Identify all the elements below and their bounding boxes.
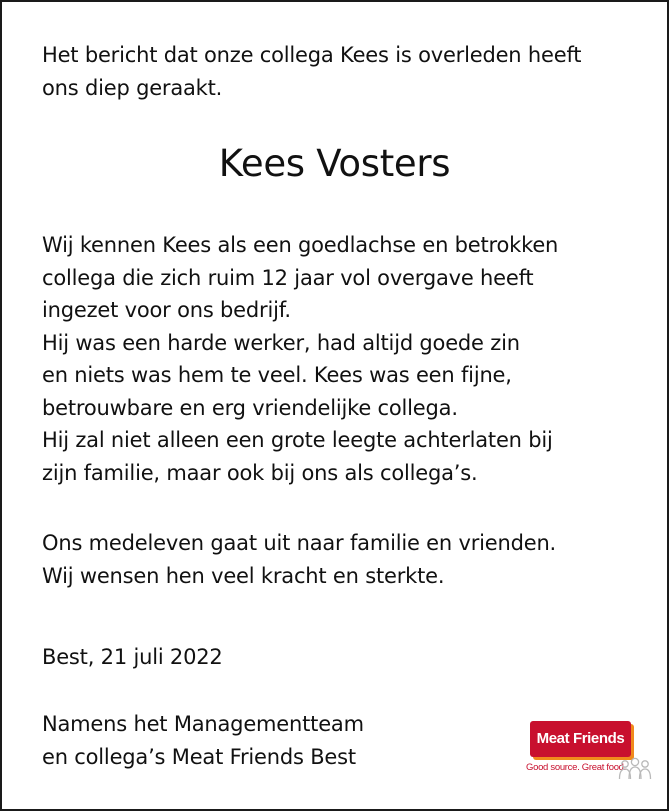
body-line-8: zijn familie, maar ook bij ons als collega’s. (42, 461, 478, 485)
signature-line-2: en collega’s Meat Friends Best (42, 745, 356, 769)
body-line-3: ingezet voor ons bedrijf. (42, 298, 291, 322)
condolence-line-2: Wij wensen hen veel kracht en sterkte. (42, 564, 445, 588)
signature-line-1: Namens het Managementteam (42, 712, 364, 736)
deceased-name: Kees Vosters (218, 142, 451, 185)
logo-brand-text: Meat Friends (536, 730, 625, 747)
meat-friends-logo (526, 721, 652, 781)
body-line-7: Hij zal niet alleen een grote leegte achterlaten bij (42, 428, 553, 452)
body-line-6: betrouwbare en erg vriendelijke collega. (42, 396, 458, 420)
body-line-1: Wij kennen Kees als een goedlachse en betrokken (42, 233, 559, 257)
intro-line-2: ons diep geraakt. (42, 76, 223, 100)
logo-tagline: Good source. Great food. (526, 762, 626, 773)
intro-line-1: Het bericht dat onze collega Kees is overleden heeft (42, 43, 582, 67)
place-date: Best, 21 juli 2022 (42, 645, 223, 669)
condolence-line-1: Ons medeleven gaat uit naar familie en vrienden. (42, 531, 557, 555)
logo-badge (530, 721, 631, 757)
body-line-4: Hij was een harde werker, had altijd goede zin (42, 331, 520, 355)
body-line-2: collega die zich ruim 12 jaar vol overgave heeft (42, 266, 534, 290)
body-line-5: en niets was hem te veel. Kees was een fijne, (42, 363, 512, 387)
people-icon (618, 757, 652, 781)
